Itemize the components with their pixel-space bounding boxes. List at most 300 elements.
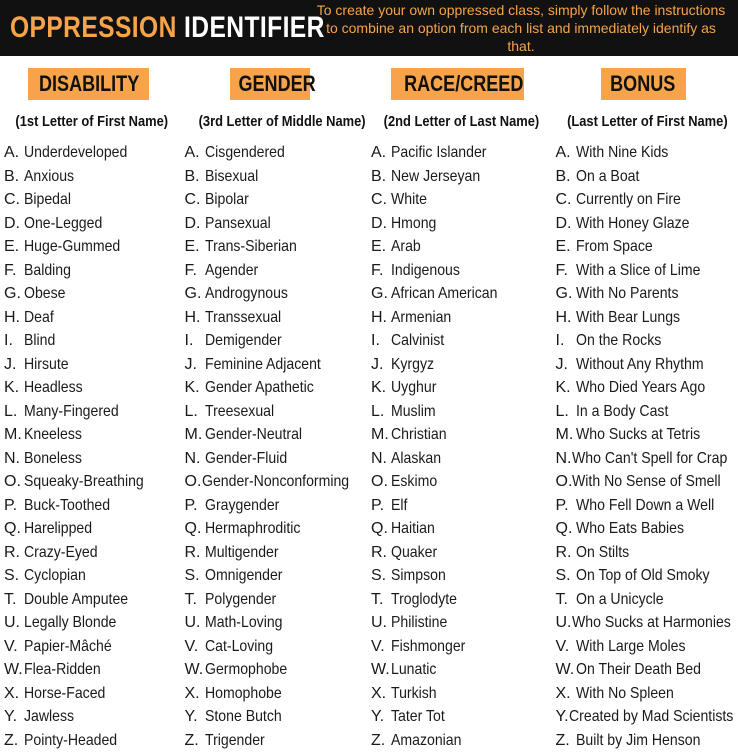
list-item <box>185 259 370 283</box>
item-label: Tater Tot <box>391 708 445 725</box>
column-heading: RACE/CREED <box>391 68 524 100</box>
list-item <box>185 470 370 494</box>
item-letter: A. <box>4 144 20 161</box>
item-letter: X. <box>371 684 387 702</box>
item-label: Transsexual <box>204 308 281 326</box>
list-item <box>185 729 370 753</box>
list-item <box>371 729 554 753</box>
columns-container <box>0 56 738 752</box>
option-list <box>185 141 370 752</box>
item-label: Cisgendered <box>204 144 285 161</box>
item-label: Pacific Islander <box>391 144 487 161</box>
item-letter: F. <box>555 261 568 279</box>
item-label: Omnigender <box>204 567 282 584</box>
item-label: On the Rocks <box>575 332 661 349</box>
item-label: Jawless <box>24 708 75 725</box>
instructions-text: To create your own oppressed class, simply follow the instructions to combine an option from each list and immediately identify as that. <box>316 2 726 54</box>
list-item <box>556 188 738 212</box>
item-label: Armenian <box>391 308 452 326</box>
list-item <box>556 517 738 541</box>
item-letter: B. <box>184 167 200 185</box>
list-item <box>4 259 185 283</box>
item-label: Quaker <box>391 543 438 561</box>
item-label: Agender <box>204 261 258 279</box>
item-letter: R. <box>4 543 20 561</box>
item-label: Demigender <box>204 332 282 349</box>
item-letter: U. <box>184 614 201 631</box>
item-label: On Top of Old Smoky <box>575 567 710 584</box>
list-item <box>371 635 554 659</box>
item-label: Math-Loving <box>204 614 282 631</box>
item-letter: L. <box>555 402 569 420</box>
item-label: Harelipped <box>24 520 93 537</box>
item-label: With Large Moles <box>575 637 686 655</box>
item-letter: W. <box>184 661 204 678</box>
item-label: With No Sense of Smell <box>572 473 722 490</box>
item-letter: I. <box>4 332 13 349</box>
item-label: Balding <box>24 261 71 279</box>
item-letter: B. <box>555 167 571 185</box>
item-letter: Q. <box>555 520 573 537</box>
list-item <box>4 306 185 330</box>
item-label: Homophobe <box>204 684 282 702</box>
item-letter: A. <box>555 144 571 161</box>
item-label: On Their Death Bed <box>575 661 701 678</box>
item-label: On Stilts <box>575 543 629 561</box>
item-letter: W. <box>555 661 575 678</box>
item-letter: I. <box>184 332 194 349</box>
item-letter: C. <box>4 191 20 208</box>
item-label: Muslim <box>391 402 436 420</box>
item-letter: T. <box>555 590 568 608</box>
item-letter: C. <box>184 191 201 208</box>
item-letter: J. <box>184 355 197 373</box>
list-item <box>371 541 554 565</box>
item-letter: G. <box>184 285 202 302</box>
item-letter: O. <box>4 473 21 490</box>
item-letter: S. <box>555 567 571 584</box>
list-item <box>4 517 185 541</box>
list-item <box>185 306 370 330</box>
item-letter: G. <box>4 285 21 302</box>
item-letter: L. <box>4 402 18 420</box>
item-label: Anxious <box>24 167 75 185</box>
item-label: Deaf <box>24 308 54 326</box>
item-label: Legally Blonde <box>24 614 117 631</box>
item-letter: D. <box>184 214 201 232</box>
list-item <box>4 423 185 447</box>
item-label: With Nine Kids <box>575 144 668 161</box>
list-item <box>4 235 185 259</box>
item-letter: X. <box>4 684 20 702</box>
item-label: Who Sucks at Tetris <box>575 426 700 443</box>
item-letter: T. <box>371 590 384 608</box>
item-letter: J. <box>371 355 384 373</box>
item-letter: Y. <box>184 708 198 725</box>
list-item <box>4 282 185 306</box>
item-letter: O. <box>371 473 388 490</box>
item-letter: M. <box>4 426 22 443</box>
item-letter: V. <box>184 637 199 655</box>
header-bar <box>0 0 738 56</box>
list-item <box>4 400 185 424</box>
item-letter: I. <box>555 332 565 349</box>
item-letter: R. <box>371 543 387 561</box>
list-item <box>185 635 370 659</box>
item-label: Feminine Adjacent <box>204 355 321 373</box>
item-label: Built by Jim Henson <box>575 731 700 749</box>
item-label: Buck-Toothed <box>24 496 111 514</box>
item-letter: T. <box>184 590 197 608</box>
list-item <box>371 165 554 189</box>
item-letter: N. <box>184 449 201 467</box>
item-letter: T. <box>4 590 17 608</box>
list-item <box>185 165 370 189</box>
item-label: On a Unicycle <box>575 590 664 608</box>
list-item <box>4 447 185 471</box>
item-label: Papier-Mâché <box>24 637 112 655</box>
list-item <box>185 423 370 447</box>
item-letter: F. <box>184 261 197 279</box>
item-letter: Z. <box>555 731 570 749</box>
list-item <box>371 400 554 424</box>
list-item <box>4 564 185 588</box>
list-item <box>371 658 554 682</box>
list-item <box>371 329 554 353</box>
item-letter: N. <box>555 449 572 467</box>
item-letter: C. <box>371 191 387 208</box>
item-letter: K. <box>184 379 200 396</box>
item-letter: W. <box>371 661 390 678</box>
list-item <box>185 282 370 306</box>
item-label: Bipedal <box>24 191 71 208</box>
column-subheading: (3rd Letter of Middle Name) <box>198 113 366 130</box>
item-letter: Y. <box>555 708 569 725</box>
list-item <box>185 682 370 706</box>
item-letter: Z. <box>371 731 386 749</box>
item-label: With Honey Glaze <box>575 214 689 232</box>
item-label: Simpson <box>391 567 446 584</box>
list-item <box>371 682 554 706</box>
column-race-creed <box>369 56 554 752</box>
item-label: Boneless <box>24 449 82 467</box>
list-item <box>4 329 185 353</box>
item-label: Obese <box>24 285 66 302</box>
list-item <box>556 470 738 494</box>
item-letter: G. <box>371 285 388 302</box>
list-item <box>556 235 738 259</box>
item-letter: D. <box>371 214 387 232</box>
item-label: Trans-Siberian <box>204 238 297 255</box>
item-letter: B. <box>4 167 20 185</box>
item-label: Horse-Faced <box>24 684 106 702</box>
list-item <box>556 611 738 635</box>
item-letter: Q. <box>371 520 388 537</box>
column-subheading: (Last Letter of First Name) <box>566 113 728 130</box>
page-title <box>10 11 325 45</box>
option-list <box>0 141 185 752</box>
column-heading: DISABILITY <box>28 68 149 100</box>
list-item <box>556 282 738 306</box>
item-label: With a Slice of Lime <box>575 261 700 279</box>
list-item <box>4 729 185 753</box>
item-label: Uyghur <box>391 379 437 396</box>
list-item <box>4 494 185 518</box>
item-letter: E. <box>371 238 387 255</box>
list-item <box>185 400 370 424</box>
item-letter: C. <box>555 191 572 208</box>
list-item <box>4 165 185 189</box>
item-label: Graygender <box>204 496 279 514</box>
item-label: Currently on Fire <box>575 191 681 208</box>
list-item <box>371 212 554 236</box>
list-item <box>556 729 738 753</box>
item-letter: E. <box>555 238 571 255</box>
list-item <box>185 541 370 565</box>
item-label: Gender Apathetic <box>204 379 314 396</box>
item-letter: H. <box>555 308 572 326</box>
column-heading: BONUS <box>601 68 686 100</box>
item-label: Germophobe <box>204 661 287 678</box>
list-item <box>556 165 738 189</box>
list-item <box>371 564 554 588</box>
list-item <box>556 705 738 729</box>
item-letter: H. <box>184 308 201 326</box>
item-letter: B. <box>371 167 387 185</box>
item-label: Double Amputee <box>24 590 129 608</box>
list-item <box>185 564 370 588</box>
item-letter: Y. <box>4 708 18 725</box>
list-item <box>185 658 370 682</box>
list-item <box>4 705 185 729</box>
item-label: Kyrgyz <box>391 355 435 373</box>
item-letter: Z. <box>184 731 199 749</box>
item-letter: Y. <box>371 708 385 725</box>
item-label: Gender-Nonconforming <box>201 473 349 490</box>
item-letter: R. <box>184 543 201 561</box>
item-letter: H. <box>371 308 387 326</box>
list-item <box>371 517 554 541</box>
item-label: Underdeveloped <box>24 144 128 161</box>
item-letter: L. <box>371 402 385 420</box>
item-letter: X. <box>184 684 200 702</box>
item-letter: V. <box>555 637 570 655</box>
list-item <box>4 141 185 165</box>
item-letter: I. <box>371 332 380 349</box>
list-item <box>371 705 554 729</box>
list-item <box>4 188 185 212</box>
item-letter: P. <box>184 496 198 514</box>
item-letter: U. <box>371 614 387 631</box>
item-label: Kneeless <box>24 426 82 443</box>
item-label: Arab <box>391 238 421 255</box>
item-label: Elf <box>391 496 408 514</box>
list-item <box>185 517 370 541</box>
item-label: With No Parents <box>575 285 679 302</box>
list-item <box>185 235 370 259</box>
item-letter: U. <box>4 614 20 631</box>
list-item <box>371 141 554 165</box>
column-subheading: (2nd Letter of Last Name) <box>383 113 540 130</box>
item-letter: D. <box>555 214 572 232</box>
item-letter: M. <box>184 426 203 443</box>
item-letter: F. <box>4 261 17 279</box>
item-label: Alaskan <box>391 449 442 467</box>
list-item <box>185 212 370 236</box>
list-item <box>4 658 185 682</box>
item-letter: P. <box>4 496 18 514</box>
item-label: White <box>391 191 427 208</box>
list-item <box>556 658 738 682</box>
list-item <box>185 494 370 518</box>
item-letter: X. <box>555 684 571 702</box>
option-list <box>369 141 554 752</box>
item-label: Many-Fingered <box>24 402 119 420</box>
list-item <box>371 588 554 612</box>
item-letter: M. <box>555 426 574 443</box>
item-label: Calvinist <box>391 332 445 349</box>
list-item <box>371 306 554 330</box>
column-subheading: (1st Letter of First Name) <box>15 113 169 130</box>
list-item <box>556 212 738 236</box>
item-label: Huge-Gummed <box>24 238 121 255</box>
item-label: Fishmonger <box>391 637 466 655</box>
item-label: Multigender <box>204 543 279 561</box>
list-item <box>371 447 554 471</box>
list-item <box>4 635 185 659</box>
item-label: Gender-Neutral <box>204 426 302 443</box>
item-label: Hmong <box>391 214 437 232</box>
item-letter: S. <box>184 567 200 584</box>
item-letter: J. <box>4 355 17 373</box>
item-letter: S. <box>371 567 387 584</box>
option-list <box>554 141 738 752</box>
item-label: Headless <box>24 379 83 396</box>
list-item <box>185 353 370 377</box>
item-label: With Bear Lungs <box>575 308 680 326</box>
item-label: Christian <box>391 426 447 443</box>
list-item <box>4 470 185 494</box>
item-label: With No Spleen <box>575 684 674 702</box>
item-letter: A. <box>371 144 387 161</box>
list-item <box>371 188 554 212</box>
list-item <box>185 447 370 471</box>
item-label: Stone Butch <box>204 708 282 725</box>
item-letter: R. <box>555 543 572 561</box>
column-bonus <box>554 56 738 752</box>
list-item <box>556 494 738 518</box>
list-item <box>556 259 738 283</box>
list-item <box>185 141 370 165</box>
item-letter: H. <box>4 308 20 326</box>
item-label: Flea-Ridden <box>24 661 101 678</box>
item-label: Pansexual <box>204 214 271 232</box>
item-label: Treesexual <box>204 402 274 420</box>
item-letter: Q. <box>184 520 202 537</box>
item-letter: W. <box>4 661 23 678</box>
item-letter: O. <box>555 473 573 490</box>
item-letter: E. <box>184 238 200 255</box>
item-letter: K. <box>4 379 20 396</box>
item-letter: P. <box>371 496 385 514</box>
item-letter: D. <box>4 214 20 232</box>
item-label: Blind <box>24 332 56 349</box>
list-item <box>556 306 738 330</box>
item-label: Created by Mad Scientists <box>568 708 733 725</box>
item-label: Indigenous <box>391 261 460 279</box>
item-letter: A. <box>184 144 200 161</box>
item-letter: M. <box>371 426 389 443</box>
item-label: Haitian <box>391 520 435 537</box>
item-label: Squeaky-Breathing <box>24 473 144 490</box>
item-label: Androgynous <box>204 285 288 302</box>
list-item <box>185 611 370 635</box>
list-item <box>556 400 738 424</box>
item-label: Bipolar <box>204 191 249 208</box>
list-item <box>371 470 554 494</box>
item-letter: G. <box>555 285 573 302</box>
list-item <box>185 329 370 353</box>
list-item <box>371 611 554 635</box>
list-item <box>556 682 738 706</box>
item-letter: V. <box>371 637 385 655</box>
item-label: Bisexual <box>204 167 258 185</box>
item-letter: Z. <box>4 731 19 749</box>
item-letter: S. <box>4 567 20 584</box>
list-item <box>185 376 370 400</box>
list-item <box>185 588 370 612</box>
item-label: Philistine <box>391 614 448 631</box>
item-letter: N. <box>4 449 20 467</box>
list-item <box>556 635 738 659</box>
list-item <box>371 494 554 518</box>
item-label: Pointy-Headed <box>24 731 118 749</box>
item-label: Eskimo <box>391 473 438 490</box>
item-label: Crazy-Eyed <box>24 543 98 561</box>
list-item <box>371 353 554 377</box>
item-label: Who Can't Spell for Crap <box>571 449 727 467</box>
item-label: Hermaphroditic <box>204 520 300 537</box>
item-label: One-Legged <box>24 214 103 232</box>
column-gender <box>185 56 370 752</box>
item-label: Polygender <box>204 590 276 608</box>
list-item <box>371 423 554 447</box>
list-item <box>4 541 185 565</box>
item-letter: V. <box>4 637 18 655</box>
title-part-1: OPPRESSION <box>10 11 177 44</box>
list-item <box>556 588 738 612</box>
item-letter: F. <box>371 261 384 279</box>
item-letter: K. <box>555 379 571 396</box>
list-item <box>185 705 370 729</box>
list-item <box>556 541 738 565</box>
item-letter: U. <box>555 614 572 631</box>
list-item <box>4 588 185 612</box>
item-label: From Space <box>575 238 653 255</box>
list-item <box>371 376 554 400</box>
item-label: New Jerseyan <box>391 167 481 185</box>
item-label: Who Fell Down a Well <box>575 496 714 514</box>
list-item <box>4 376 185 400</box>
item-letter: N. <box>371 449 387 467</box>
item-label: Who Eats Babies <box>575 520 684 537</box>
item-label: In a Body Cast <box>575 402 668 420</box>
list-item <box>556 423 738 447</box>
item-letter: O. <box>184 473 202 490</box>
item-letter: Q. <box>4 520 21 537</box>
item-label: Hirsute <box>24 355 69 373</box>
item-letter: L. <box>184 402 198 420</box>
